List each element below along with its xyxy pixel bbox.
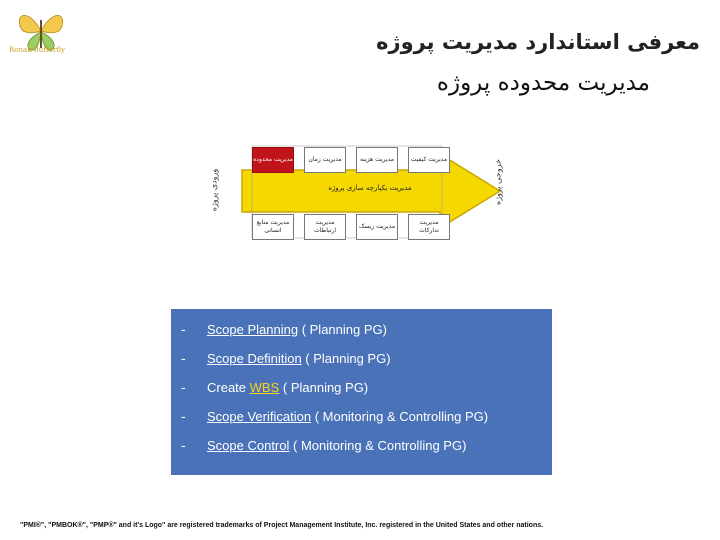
process-group: ( Monitoring & Controlling PG) bbox=[311, 409, 489, 424]
bullet: - bbox=[181, 439, 186, 454]
process-group: ( Monitoring & Controlling PG) bbox=[289, 438, 467, 453]
process-group: ( Planning PG) bbox=[301, 351, 391, 366]
box-time-management: مدیریت زمان bbox=[304, 147, 346, 173]
box-quality-management: مدیریت کیفیت bbox=[408, 147, 450, 173]
bullet: - bbox=[181, 352, 186, 367]
box-communication-management: مدیریت ارتباطات bbox=[304, 214, 346, 240]
list-item bbox=[171, 404, 552, 433]
box-cost-management: مدیریت هزینه bbox=[356, 147, 398, 173]
process-name: Scope Control bbox=[207, 438, 290, 453]
process-group: ( Planning PG) bbox=[279, 380, 369, 395]
scope-processes-panel bbox=[171, 309, 552, 475]
box-hr-management: مدیریت منابع انسانی bbox=[252, 214, 294, 240]
process-prefix: Create bbox=[207, 380, 250, 395]
process-name: Scope Verification bbox=[207, 409, 312, 424]
box-risk-management: مدیریت ریسک bbox=[356, 214, 398, 240]
logo-text: Ronak Butterfly bbox=[8, 46, 66, 54]
bullet: - bbox=[181, 410, 186, 425]
list-item bbox=[171, 346, 552, 375]
list-item bbox=[171, 433, 552, 462]
trademark-footer: "PMI®", "PMBOK®", "PMP®" and it's Logo" are registered trademarks of Project Management Institute, Inc. registered in the United States and other nations. bbox=[20, 522, 544, 529]
project-output-label: خروجی پروژه bbox=[493, 159, 503, 205]
integration-label: مدیریت یکپارچه سازی پروژه bbox=[328, 184, 412, 192]
list-item bbox=[171, 317, 552, 346]
bullet: - bbox=[181, 381, 186, 396]
page-subtitle: مدیریت محدوده پروژه bbox=[436, 70, 650, 96]
process-name: WBS bbox=[249, 380, 280, 395]
process-group: ( Planning PG) bbox=[298, 322, 387, 337]
page-title: معرفی استاندارد مدیریت پروژه bbox=[376, 30, 700, 54]
box-procurement-management: مدیریت تدارکات bbox=[408, 214, 450, 240]
bullet: - bbox=[181, 323, 186, 338]
process-name: Scope Planning bbox=[207, 322, 299, 337]
process-name: Scope Definition bbox=[207, 351, 302, 366]
project-input-label: ورودی پروژه bbox=[209, 168, 219, 212]
box-scope-management: مدیریت محدوده bbox=[252, 147, 294, 173]
list-item bbox=[171, 375, 552, 404]
